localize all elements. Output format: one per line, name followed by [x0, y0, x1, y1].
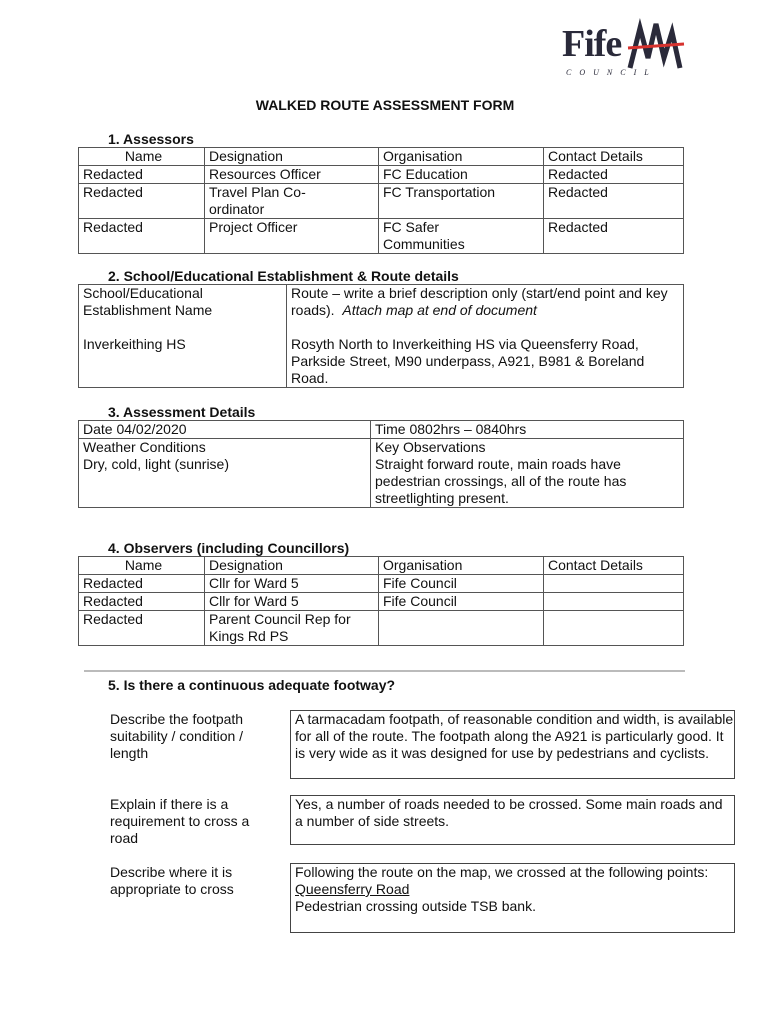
table-cell: Travel Plan Co-ordinator: [205, 184, 379, 219]
observations-label: Key Observations: [371, 439, 684, 457]
logo-figures-icon: [626, 18, 686, 74]
crossing-point: Pedestrian crossing outside TSB bank.: [295, 898, 536, 914]
column-header: Designation: [205, 148, 379, 166]
crossing-intro: Following the route on the map, we crossed at the following points:: [295, 864, 709, 880]
crossing-requirement-answer: Yes, a number of roads needed to be crossed. Some main roads and a number of side streets.: [290, 795, 735, 845]
table-row: [79, 166, 684, 184]
column-header: Designation: [205, 557, 379, 575]
table-cell: Redacted: [544, 184, 684, 219]
table-cell: Redacted: [79, 611, 205, 646]
table-row: [79, 439, 684, 457]
table-cell: Redacted: [79, 184, 205, 219]
table-header-row: [79, 557, 684, 575]
table-cell: Resources Officer: [205, 166, 379, 184]
assessment-time: Time 0802hrs – 0840hrs: [371, 421, 684, 439]
table-cell: [379, 611, 544, 646]
table-cell: Redacted: [544, 166, 684, 184]
table-cell: Redacted: [79, 219, 205, 254]
table-cell: Redacted: [544, 219, 684, 254]
school-name-value: Inverkeithing HS: [83, 336, 186, 352]
crossing-location-question: Describe where it is appropriate to cross: [110, 864, 234, 897]
section-5-heading: 5. Is there a continuous adequate footway?: [108, 677, 396, 693]
column-header: Organisation: [379, 557, 544, 575]
assessors-table: [78, 147, 684, 254]
table-row: [79, 611, 684, 646]
table-cell: Fife Council: [379, 575, 544, 593]
column-header: Name: [79, 148, 205, 166]
weather-value: Dry, cold, light (sunrise): [83, 456, 230, 472]
table-cell: FC Education: [379, 166, 544, 184]
page-title: WALKED ROUTE ASSESSMENT FORM: [255, 97, 515, 113]
column-header: Organisation: [379, 148, 544, 166]
observations-value: Straight forward route, main roads have pedestrian crossings, all of the route has streetlighting present.: [371, 456, 684, 508]
footpath-question: Describe the footpath suitability / condition / length: [110, 711, 244, 761]
table-cell: [544, 611, 684, 646]
route-label: [287, 285, 684, 320]
section-3-heading: 3. Assessment Details: [108, 404, 256, 420]
table-cell: Fife Council: [379, 593, 544, 611]
table-cell: Parent Council Rep for Kings Rd PS: [205, 611, 379, 646]
table-row: [79, 421, 684, 439]
observers-table: [78, 556, 684, 646]
column-header: Contact Details: [544, 148, 684, 166]
table-cell: [544, 593, 684, 611]
school-route-table: [78, 284, 684, 388]
assessment-table: [78, 420, 684, 508]
column-header: Name: [79, 557, 205, 575]
table-cell: FC Transportation: [379, 184, 544, 219]
column-header: Contact Details: [544, 557, 684, 575]
logo-sub: COUNCIL: [566, 68, 657, 77]
school-name-label: School/Educational Establishment Name: [83, 285, 213, 318]
table-row: [79, 219, 684, 254]
table-row: [79, 593, 684, 611]
table-cell: [544, 575, 684, 593]
table-cell: Redacted: [79, 575, 205, 593]
section-1-heading: 1. Assessors: [108, 131, 194, 147]
route-label-text: Route – write a brief description only (start/end point and key roads).: [291, 285, 668, 318]
table-row: [79, 285, 684, 320]
footpath-answer: A tarmacadam footpath, of reasonable condition and width, is available for all of the route. The footpath along the A921 is particularly good. It is very wide as it was designed for use by pedestrians and cyclists.: [290, 710, 735, 779]
table-row: [79, 456, 684, 508]
assessment-date: Date 04/02/2020: [83, 421, 187, 437]
table-row: [79, 575, 684, 593]
fife-council-logo: [560, 16, 690, 82]
crossing-requirement-question: Explain if there is a requirement to cross a road: [110, 796, 250, 846]
section-2-heading: 2. School/Educational Establishment & Route details: [108, 268, 459, 284]
table-cell: Redacted: [79, 166, 205, 184]
table-cell: Cllr for Ward 5: [205, 575, 379, 593]
crossing-location-answer: [290, 863, 735, 933]
table-cell: Redacted: [79, 593, 205, 611]
route-label-italic: Attach map at end of document: [342, 302, 537, 318]
section-4-heading: 4. Observers (including Councillors): [108, 540, 350, 556]
logo-name: Fife: [562, 23, 622, 65]
table-cell: FC Safer Communities: [379, 219, 544, 254]
table-row: [79, 184, 684, 219]
table-header-row: [79, 148, 684, 166]
route-value: Rosyth North to Inverkeithing HS via Queensferry Road, Parkside Street, M90 underpass, A921, B981 & Boreland Road.: [287, 319, 684, 388]
table-row: [79, 319, 684, 388]
crossing-road: Queensferry Road: [295, 881, 410, 897]
section-divider: [84, 670, 685, 672]
weather-label: Weather Conditions: [79, 439, 371, 457]
table-cell: Cllr for Ward 5: [205, 593, 379, 611]
table-cell: Project Officer: [205, 219, 379, 254]
